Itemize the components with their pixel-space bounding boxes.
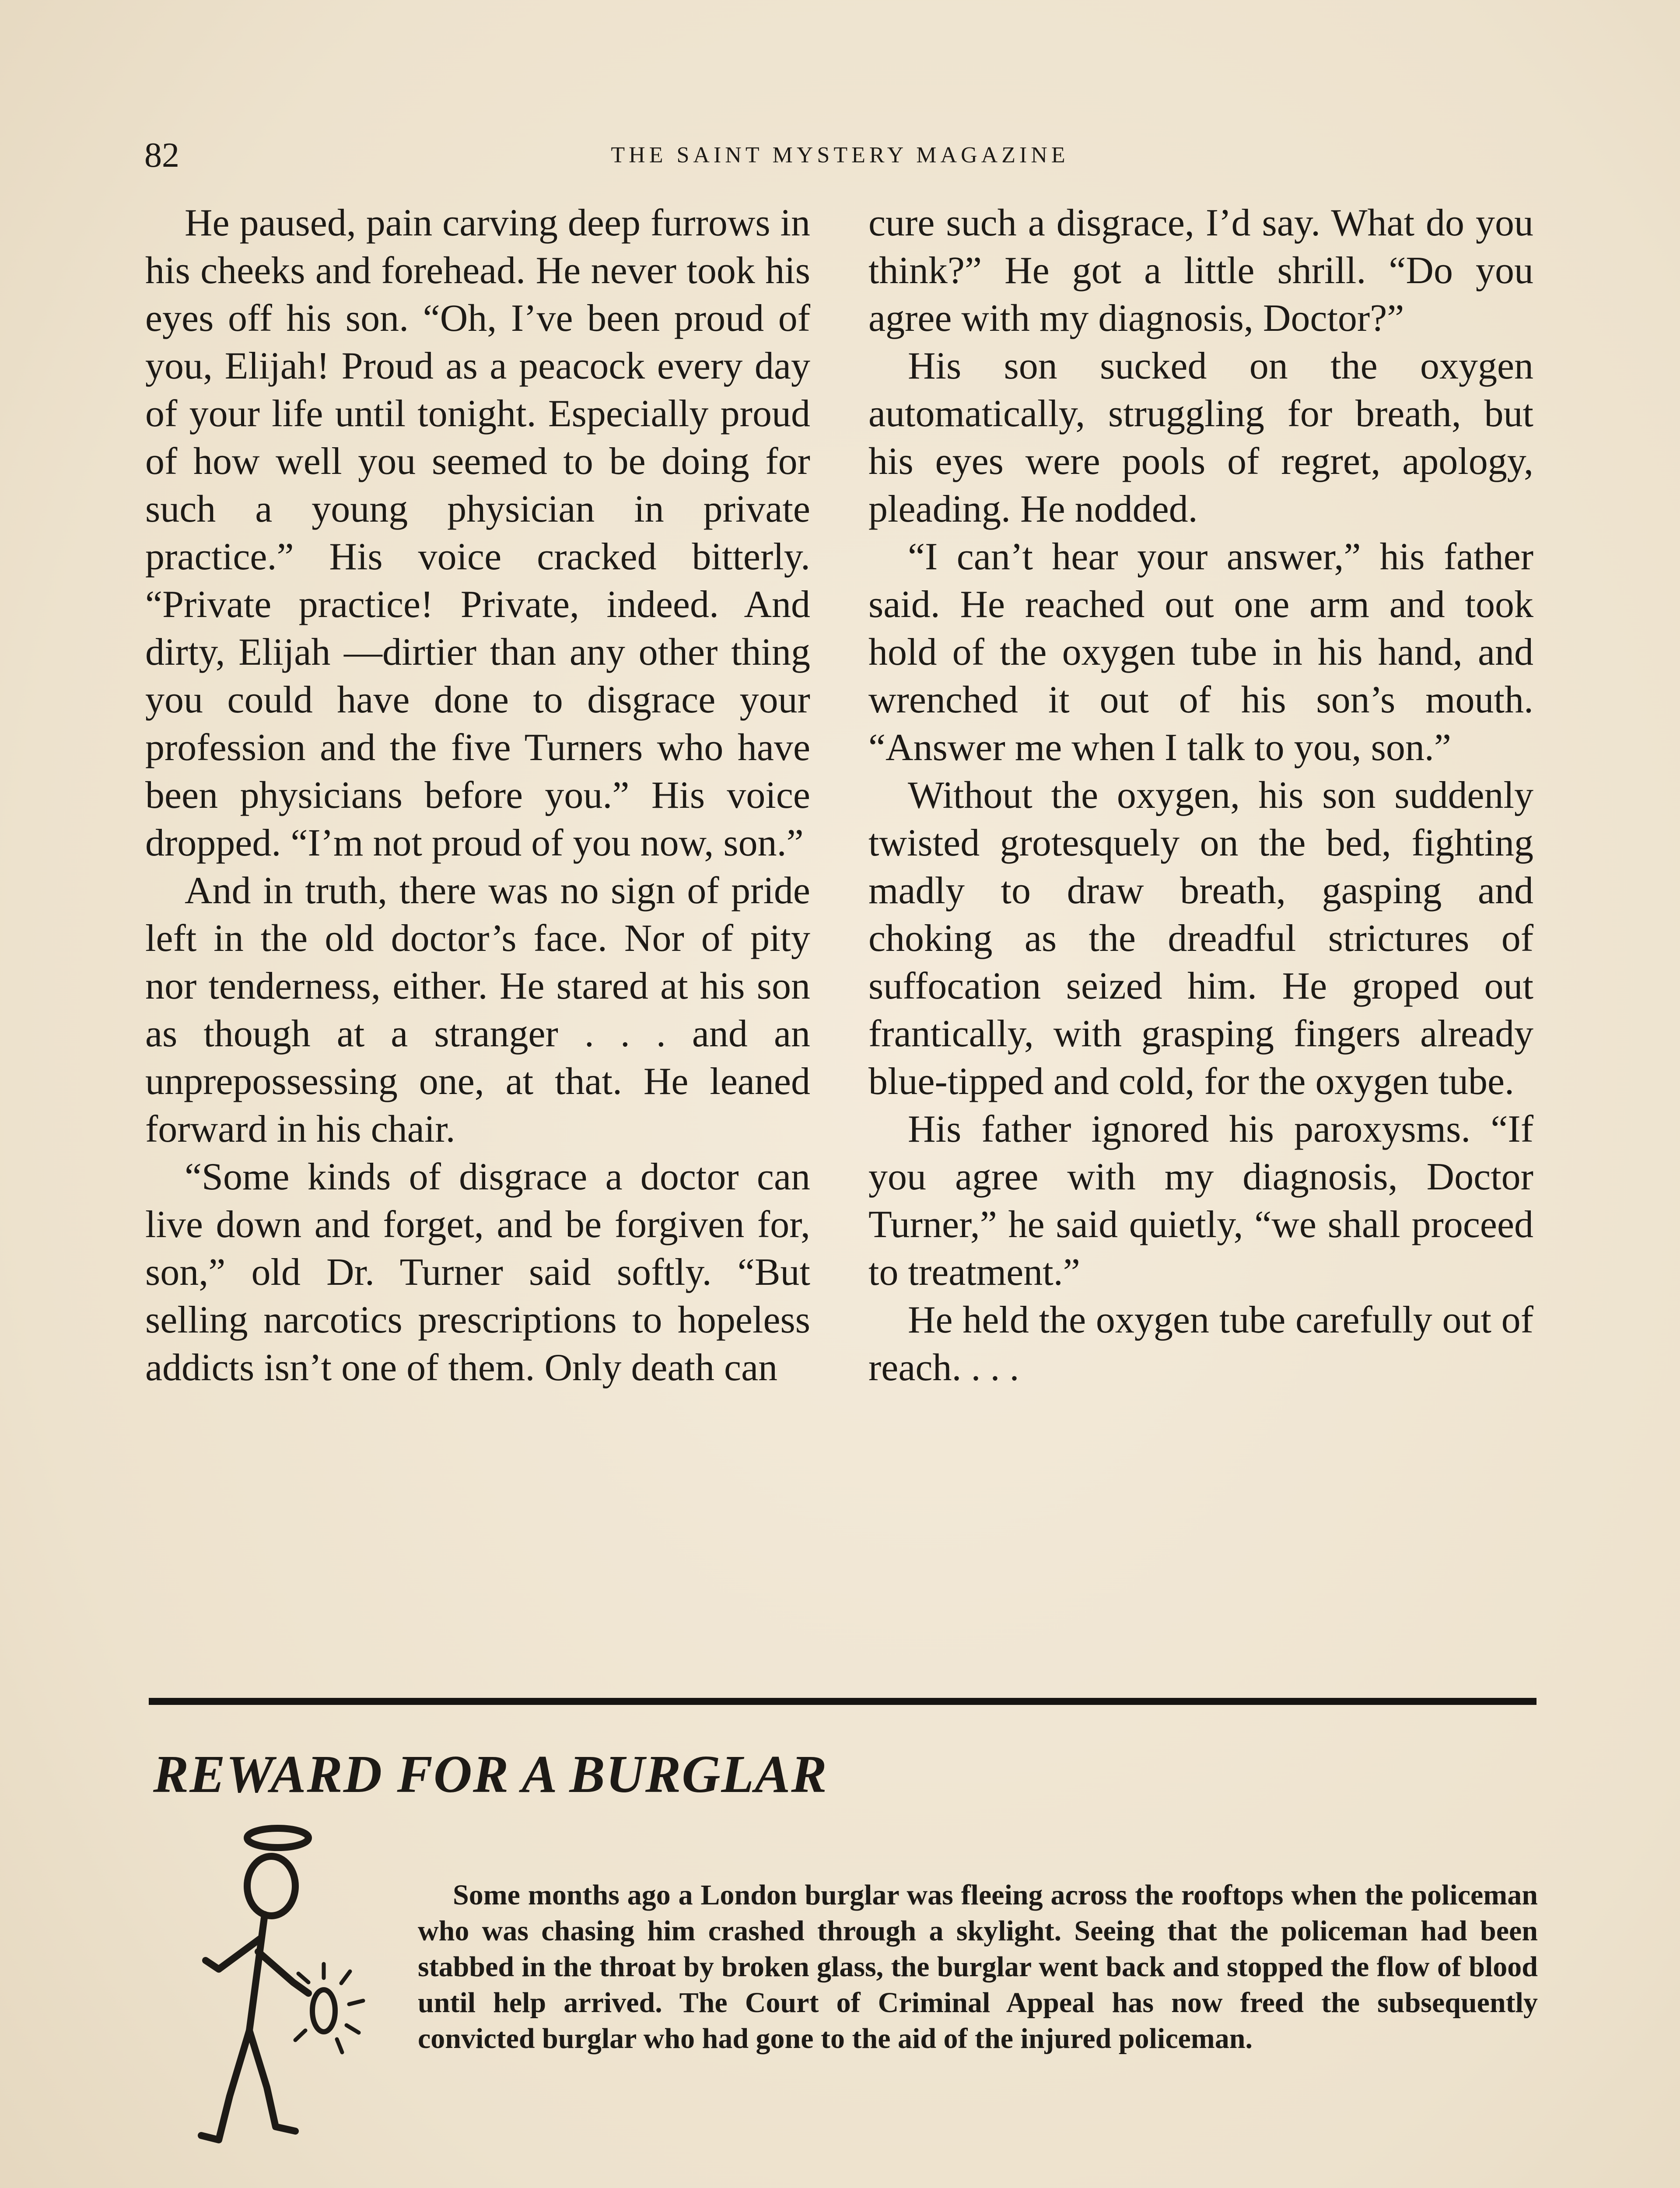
section-divider: [149, 1698, 1536, 1705]
left-column: [145, 199, 810, 1392]
paragraph: He held the oxygen tube carefully out of reach. . . .: [868, 1299, 1533, 1389]
page-header: [144, 131, 1536, 179]
filler-text: [418, 1877, 1538, 2057]
paragraph: “I can’t hear your answer,” his father said. He reached out one arm and took hold of the oxygen tube in his hand, and wrenched it out of his son’s mouth. “Answer me when I talk to you, son.”: [868, 536, 1533, 769]
paragraph: And in truth, there was no sign of pride left in the old doctor’s face. Nor of pity nor tenderness, either. He stared at his son as though at a stranger . . . and an unprepossessing one, at that. He leaned forward in his chair.: [145, 870, 810, 1150]
running-title: THE SAINT MYSTERY MAGAZINE: [611, 143, 1069, 168]
filler-paragraph: Some months ago a London burglar was fleeing across the rooftops when the policeman who was chasing him crashed through a skylight. Seeing that the policeman had been stabbed in the throat by broken glass, the burglar went back and stopped the flow of blood until help arrived. The Court of Criminal Appeal has now freed the subsequently convicted burglar who had gone to the aid of the injured policeman.: [418, 1879, 1538, 2055]
right-column: [868, 199, 1533, 1392]
paragraph: Without the oxygen, his son suddenly twisted grotesquely on the bed, fighting madly to draw breath, gasping and choking as the dreadful strictures of suffocation seized him. He groped out frantically, with grasping fingers already blue-tipped and cold, for the oxygen tube.: [868, 774, 1533, 1103]
paragraph: He paused, pain carving deep furrows in his cheeks and forehead. He never took his eyes off his son. “Oh, I’ve been proud of you, Elijah! Proud as a peacock every day of your life until tonight. Especially proud of how well you seemed to be doing for such a young physician in private practice.” His voice cracked bitterly. “Private practice! Private, indeed. And dirty, Elijah —dirtier than any other thing you could have done to disgrace your profession and the five Turners who have been physicians before you.” His voice dropped. “I’m not proud of you now, son.”: [145, 202, 810, 864]
saint-stick-figure-icon: [184, 1825, 402, 2188]
filler-title: REWARD FOR A BURGLAR: [153, 1745, 828, 1804]
paragraph: His son sucked on the oxygen automatically, struggling for breath, but his eyes were pools of regret, apology, pleading. He nodded.: [868, 345, 1533, 530]
paragraph-continuation: cure such a disgrace, I’d say. What do you think?” He got a little shrill. “Do you agree with my diagnosis, Doctor?”: [868, 202, 1533, 340]
paragraph: “Some kinds of disgrace a doctor can live down and forget, and be forgiven for, son,” old Dr. Turner said softly. “But selling narcotics prescriptions to hopeless addicts isn’t one of them. Only death can: [145, 1156, 810, 1389]
paragraph: His father ignored his paroxysms. “If you agree with my diagnosis, Doctor Turner,” he said quietly, “we shall proceed to treatment.”: [868, 1108, 1533, 1294]
page-number: 82: [144, 136, 179, 175]
